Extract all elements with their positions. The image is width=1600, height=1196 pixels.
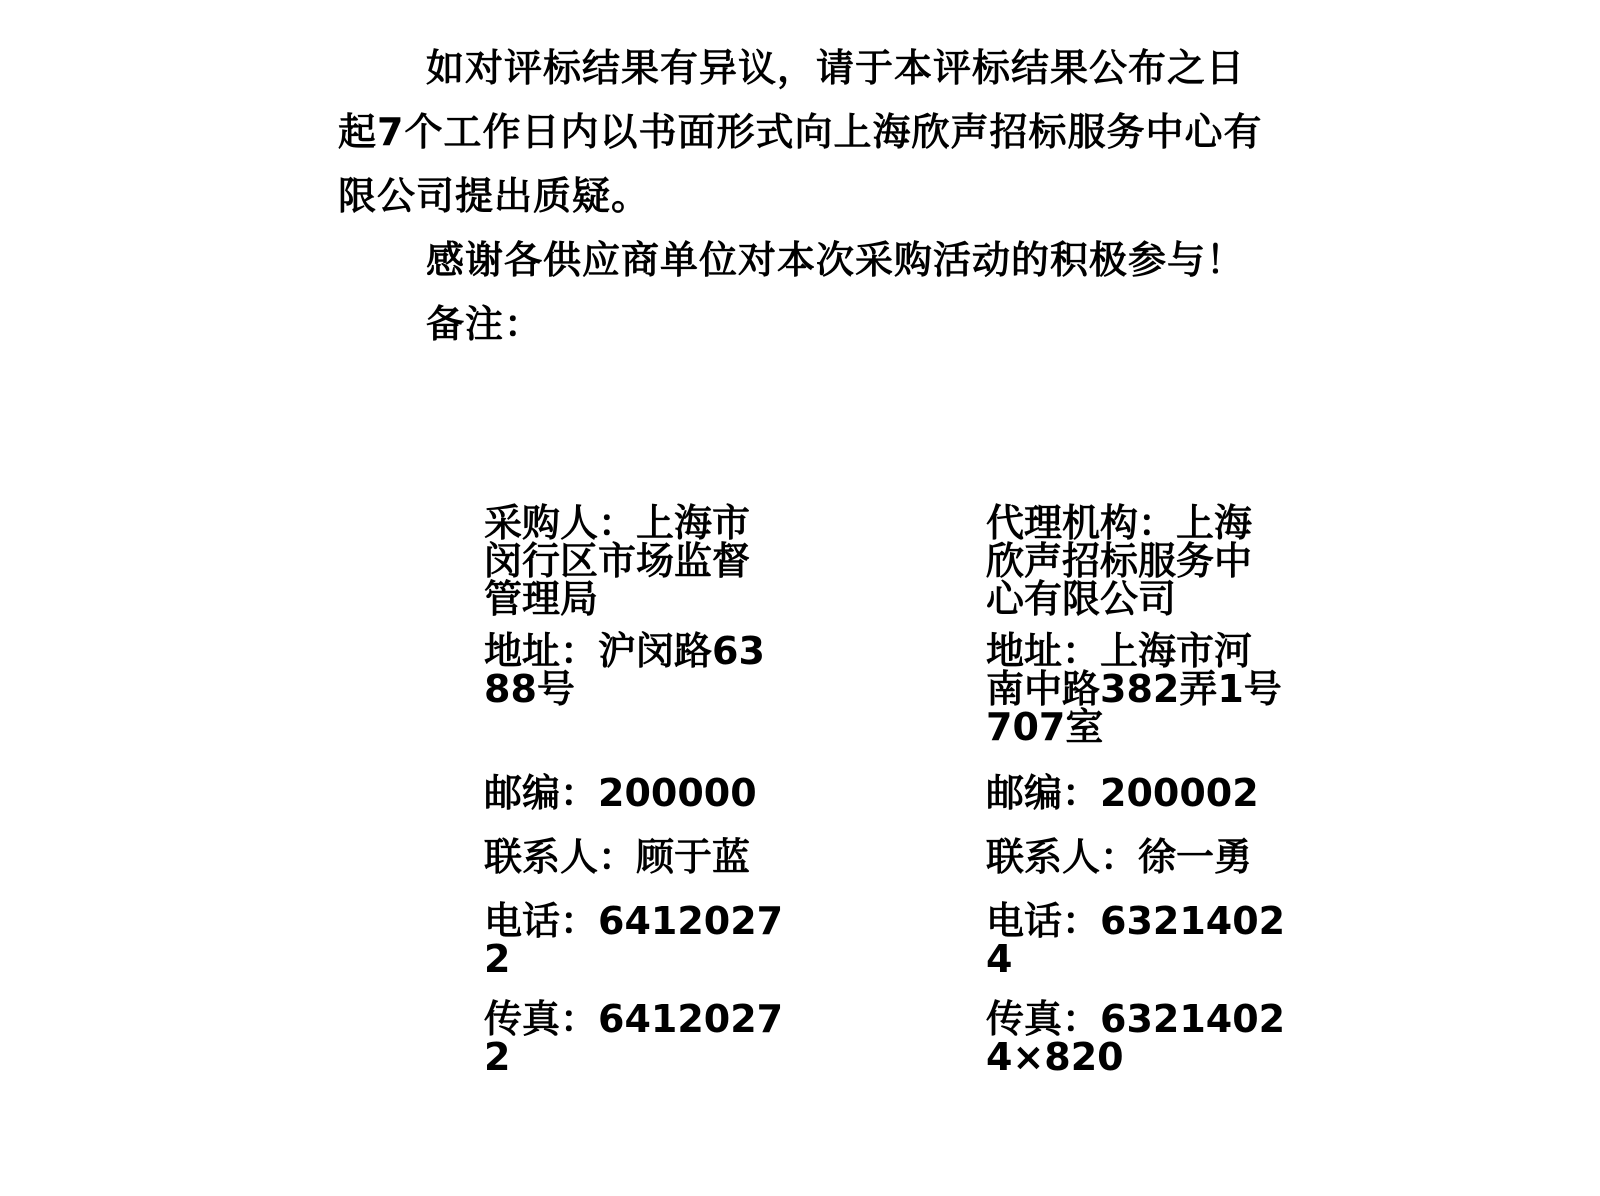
remark-label: 备注： bbox=[426, 302, 544, 346]
purchaser-fax-value: 64120272 bbox=[484, 997, 784, 1079]
thanks-paragraph: 感谢各供应商单位对本次采购活动的积极参与！ bbox=[426, 238, 1246, 282]
agency-zip bbox=[986, 771, 1286, 838]
purchaser-name-value: 上海市闵行区市场监督管理局 bbox=[484, 501, 751, 621]
purchaser-phone-value: 64120272 bbox=[484, 899, 784, 981]
purchaser-contact-value: 顾于蓝 bbox=[636, 835, 751, 879]
agency-phone-value: 63214024 bbox=[986, 899, 1286, 981]
agency-name bbox=[986, 501, 1286, 632]
purchaser-contact bbox=[484, 835, 784, 902]
agency-fax-value: 63214024×820 bbox=[986, 997, 1286, 1079]
purchaser-zip bbox=[484, 771, 784, 838]
purchaser-zip-value: 200000 bbox=[598, 771, 757, 815]
agency-fax bbox=[986, 997, 1286, 1080]
agency-zip-value: 200002 bbox=[1100, 771, 1259, 815]
agency-contact bbox=[986, 835, 1286, 902]
notice-body bbox=[338, 36, 1268, 356]
agency-contact-value: 徐一勇 bbox=[1138, 835, 1253, 879]
purchaser-name bbox=[484, 501, 784, 632]
agency-phone-label: 电话： bbox=[986, 899, 1101, 943]
agency-info bbox=[986, 501, 1286, 1080]
purchaser-fax bbox=[484, 997, 784, 1080]
purchaser-address-label: 地址： bbox=[484, 629, 599, 673]
objection-paragraph: 如对评标结果有异议，请于本评标结果公布之日起7个工作日内以书面形式向上海欣声招标服务中心有限公司提出质疑。 bbox=[338, 46, 1263, 218]
purchaser-zip-label: 邮编： bbox=[484, 771, 599, 815]
purchaser-name-label: 采购人： bbox=[484, 501, 637, 545]
agency-name-label: 代理机构： bbox=[986, 501, 1177, 545]
purchaser-fax-label: 传真： bbox=[484, 997, 599, 1041]
agency-contact-label: 联系人： bbox=[986, 835, 1139, 879]
purchaser-info bbox=[484, 501, 784, 1080]
agency-address-label: 地址： bbox=[986, 629, 1101, 673]
agency-address-value: 上海市河南中路382弄1号707室 bbox=[986, 629, 1282, 749]
agency-address bbox=[986, 629, 1286, 774]
agency-phone bbox=[986, 899, 1286, 1000]
purchaser-phone-label: 电话： bbox=[484, 899, 599, 943]
agency-name-value: 上海欣声招标服务中心有限公司 bbox=[986, 501, 1253, 621]
purchaser-phone bbox=[484, 899, 784, 1000]
purchaser-address bbox=[484, 629, 784, 774]
purchaser-contact-label: 联系人： bbox=[484, 835, 637, 879]
agency-zip-label: 邮编： bbox=[986, 771, 1101, 815]
agency-fax-label: 传真： bbox=[986, 997, 1101, 1041]
purchaser-address-value: 沪闵路6388号 bbox=[484, 629, 765, 711]
